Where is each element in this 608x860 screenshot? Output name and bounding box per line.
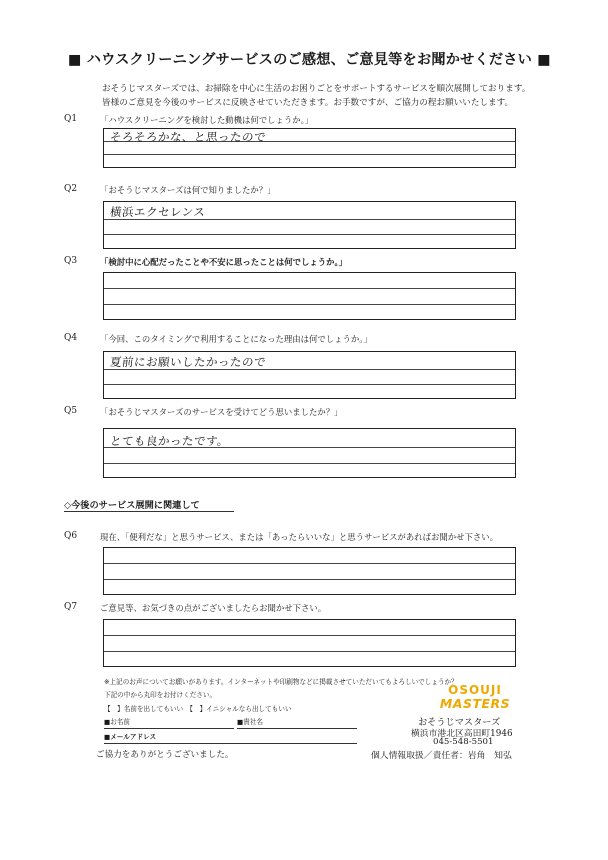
q6-answer-box[interactable]	[103, 547, 516, 595]
q4-answer-box[interactable]	[103, 351, 516, 399]
q5-answer-box[interactable]	[103, 428, 516, 478]
email-label: ■メールアドレス	[104, 733, 157, 741]
page-title: ■ ハウスクリーニングサービスのご感想、ご意見等をお聞かせください ■	[68, 52, 551, 68]
q1-number: Q1	[64, 114, 78, 124]
q1-text: 「ハウスクリーニングを検討した動機は何でしょうか。」	[100, 115, 314, 125]
q1-answer: そろそろかな、と思ったので	[109, 130, 267, 144]
intro-line-1: おそうじマスターズでは、お掃除を中心に生活のお困りごとをサポートするサービスを順次展開しております。	[102, 84, 531, 94]
osouji-masters-logo	[438, 683, 512, 713]
company-name: おそうじマスターズ	[418, 717, 501, 728]
q4-answer: 夏前にお願いしたかったので	[109, 355, 267, 369]
name-field[interactable]	[104, 728, 234, 729]
q6-text: 現在、「便利だな」と思うサービス、または「あったらいいな」と思うサービスがあればお聞かせ下さい。	[100, 532, 498, 542]
footer-note-1: ※上記のお声についてお願いがあります。インターネットや印刷物などに掲載させていただいてもよろしいでしょうか？	[104, 678, 458, 686]
company-phone: 045-548-5501	[433, 737, 494, 747]
q5-number: Q5	[64, 406, 78, 416]
company-label: ■貴社名	[237, 718, 264, 726]
q3-text: 「検討中に心配だったことや不安に思ったことは何でしょうか。」	[100, 257, 348, 267]
q2-answer-box[interactable]	[103, 201, 516, 249]
q7-number: Q7	[64, 602, 78, 612]
company-address: 横浜市港北区高田町1946	[411, 729, 513, 739]
q6-number: Q6	[64, 531, 78, 541]
logo-bottom-text: MASTERS	[439, 696, 511, 711]
logo-top-text: OSOUJI	[448, 683, 502, 697]
q1-answer-box[interactable]	[103, 128, 516, 168]
q7-text: ご意見等、お気づきの点がございましたらお聞かせ下さい。	[100, 603, 327, 613]
thanks-text: ご協力をありがとうございました。	[96, 750, 234, 760]
publication-options[interactable]: 【 】名前を出してもいい 【 】イニシャルなら出してもいい	[104, 705, 292, 713]
q4-text: 「今回、このタイミングで利用することになった理由は何でしょうか。」	[100, 334, 372, 344]
q7-answer-box[interactable]	[103, 619, 516, 667]
q2-answer: 横浜エクセレンス	[109, 205, 207, 219]
q3-number: Q3	[64, 256, 78, 266]
q5-answer: とても良かったです。	[109, 434, 230, 448]
q3-answer-box[interactable]	[103, 272, 516, 320]
name-label: ■お名前	[104, 718, 131, 726]
section-title: ◇今後のサービス展開に関連して	[64, 500, 200, 511]
intro-line-2: 皆様のご意見を今後のサービスに反映させていただきます。お手数ですが、ご協力の程お願いいたします。	[102, 98, 514, 108]
email-field[interactable]	[104, 743, 357, 744]
section-divider	[64, 511, 234, 512]
privacy-manager: 個人情報取扱／責任者：岩角 知弘	[371, 751, 512, 761]
company-field[interactable]	[237, 728, 357, 729]
q2-number: Q2	[64, 184, 78, 194]
q4-number: Q4	[64, 333, 78, 343]
q2-text: 「おそうじマスターズは何で知りましたか？」	[100, 185, 276, 195]
q5-text: 「おそうじマスターズのサービスを受けてどう思いましたか？」	[100, 407, 343, 417]
footer-note-2: 下記の中から丸印をお付けください。	[104, 691, 217, 699]
